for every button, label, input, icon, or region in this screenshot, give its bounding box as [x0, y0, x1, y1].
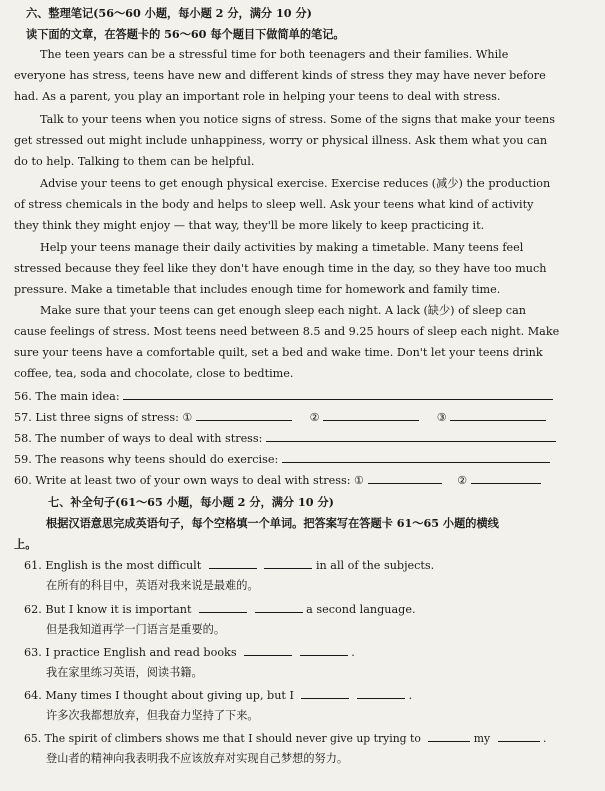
answer-blank-64-2[interactable] — [357, 687, 405, 699]
answer-blank-60-1[interactable] — [368, 472, 442, 484]
passage-line: sure your teens have a comfortable quilt, set a bed and wake time. Don't let your teens drink — [14, 346, 543, 359]
answer-blank-65-1[interactable] — [428, 730, 470, 742]
question-65-text: 65. The spirit of climbers shows me that I should never give up trying to — [24, 732, 421, 745]
section7-instruction-cont: 上。 — [14, 537, 37, 551]
answer-blank-63-1[interactable] — [244, 644, 292, 656]
question-65-translation: 登山者的精神向我表明我不应该放弃对实现自己梦想的努力。 — [46, 752, 349, 765]
section7-instruction: 根据汉语意思完成英语句子，每个空格填一个单词。把答案写在答题卡 61～65 小题的横线 — [46, 516, 499, 530]
question-62-translation: 但是我知道再学一门语言是重要的。 — [46, 623, 226, 636]
passage-line: Advise your teens to get enough physical exercise. Exercise reduces (减少) the production — [40, 177, 551, 190]
question-57-marker-2: ② — [309, 411, 320, 424]
answer-blank-59[interactable] — [282, 451, 550, 463]
question-65-text-mid: my — [473, 732, 491, 745]
question-64-translation: 许多次我都想放弃，但我奋力坚持了下来。 — [46, 709, 259, 722]
section7-heading: 七、补全句子(61～65 小题，每小题 2 分，满分 10 分) — [48, 495, 334, 509]
section6-instruction: 读下面的文章，在答题卡的 56～60 每个题目下做简单的笔记。 — [26, 27, 345, 41]
answer-blank-60-2[interactable] — [471, 472, 541, 484]
passage-line: of stress chemicals in the body and helps to sleep well. Ask your teens what kind of activity — [14, 198, 534, 211]
answer-blank-58[interactable] — [266, 430, 556, 442]
question-57-marker-3: ③ — [436, 411, 447, 424]
passage-line: had. As a parent, you play an important role in helping your teens to deal with stress. — [14, 90, 501, 103]
question-58 — [14, 430, 556, 447]
answer-blank-61-2[interactable] — [264, 557, 312, 569]
answer-blank-61-1[interactable] — [209, 557, 257, 569]
question-60-text: 60. Write at least two of your own ways to deal with stress: ① — [14, 474, 365, 487]
passage-line: Help your teens manage their daily activities by making a timetable. Many teens feel — [40, 241, 524, 254]
answer-blank-62-2[interactable] — [255, 601, 303, 613]
answer-blank-57-3[interactable] — [450, 409, 546, 421]
question-63-text-end: . — [351, 646, 355, 659]
answer-blank-57-2[interactable] — [323, 409, 419, 421]
question-64-text-end: . — [408, 689, 413, 702]
question-63-translation: 我在家里练习英语，阅读书籍。 — [46, 666, 203, 679]
passage-line: pressure. Make a timetable that includes enough time for homework and family time. — [14, 283, 501, 296]
question-60 — [14, 472, 541, 489]
question-60-marker-2: ② — [457, 474, 468, 487]
answer-blank-62-1[interactable] — [199, 601, 247, 613]
answer-blank-56[interactable] — [123, 388, 553, 400]
passage-line: Make sure that your teens can get enough sleep each night. A lack (缺少) of sleep can — [40, 304, 526, 317]
question-61 — [24, 557, 434, 574]
passage-line: The teen years can be a stressful time for both teenagers and their families. While — [40, 48, 509, 61]
question-58-text: 58. The number of ways to deal with stress: — [14, 432, 263, 445]
passage-line: do to help. Talking to them can be helpful. — [14, 155, 255, 168]
passage-line: cause feelings of stress. Most teens need between 8.5 and 9.25 hours of sleep each night. Make — [14, 325, 560, 338]
question-57 — [14, 409, 546, 426]
question-64-text: 64. Many times I thought about giving up, but I — [24, 689, 294, 702]
question-61-translation: 在所有的科目中，英语对我来说是最难的。 — [46, 579, 259, 592]
question-63 — [24, 644, 355, 661]
passage-line: Talk to your teens when you notice signs of stress. Some of the signs that make your teens — [40, 113, 556, 126]
answer-blank-57-1[interactable] — [196, 409, 292, 421]
question-63-text: 63. I practice English and read books — [24, 646, 237, 659]
question-65 — [24, 730, 546, 747]
section6-heading: 六、整理笔记(56～60 小题，每小题 2 分，满分 10 分) — [26, 6, 312, 20]
passage-line: they think they might enjoy — that way, they'll be more likely to keep practicing it. — [14, 219, 485, 232]
question-57-text: 57. List three signs of stress: ① — [14, 411, 193, 424]
question-62 — [24, 601, 416, 618]
question-65-text-end: . — [542, 732, 547, 745]
passage-line: stressed because they feel like they don't have enough time in the day, so they have too much — [14, 262, 547, 275]
question-56 — [14, 388, 553, 405]
question-64 — [24, 687, 412, 704]
question-61-text: 61. English is the most difficult — [24, 559, 202, 572]
question-61-text-end: in all of the subjects. — [315, 559, 435, 572]
answer-blank-65-2[interactable] — [498, 730, 540, 742]
passage-line: everyone has stress, teens have new and different kinds of stress they may have never before — [14, 69, 546, 82]
answer-blank-64-1[interactable] — [301, 687, 349, 699]
answer-blank-63-2[interactable] — [300, 644, 348, 656]
question-62-text: 62. But I know it is important — [24, 603, 192, 616]
question-56-text: 56. The main idea: — [14, 390, 120, 403]
question-59-text: 59. The reasons why teens should do exercise: — [14, 453, 279, 466]
passage-line: get stressed out might include unhappiness, worry or physical illness. Ask them what you can — [14, 134, 548, 147]
question-59 — [14, 451, 550, 468]
passage-line: coffee, tea, soda and chocolate, close to bedtime. — [14, 367, 294, 380]
question-62-text-end: a second language. — [306, 603, 416, 616]
